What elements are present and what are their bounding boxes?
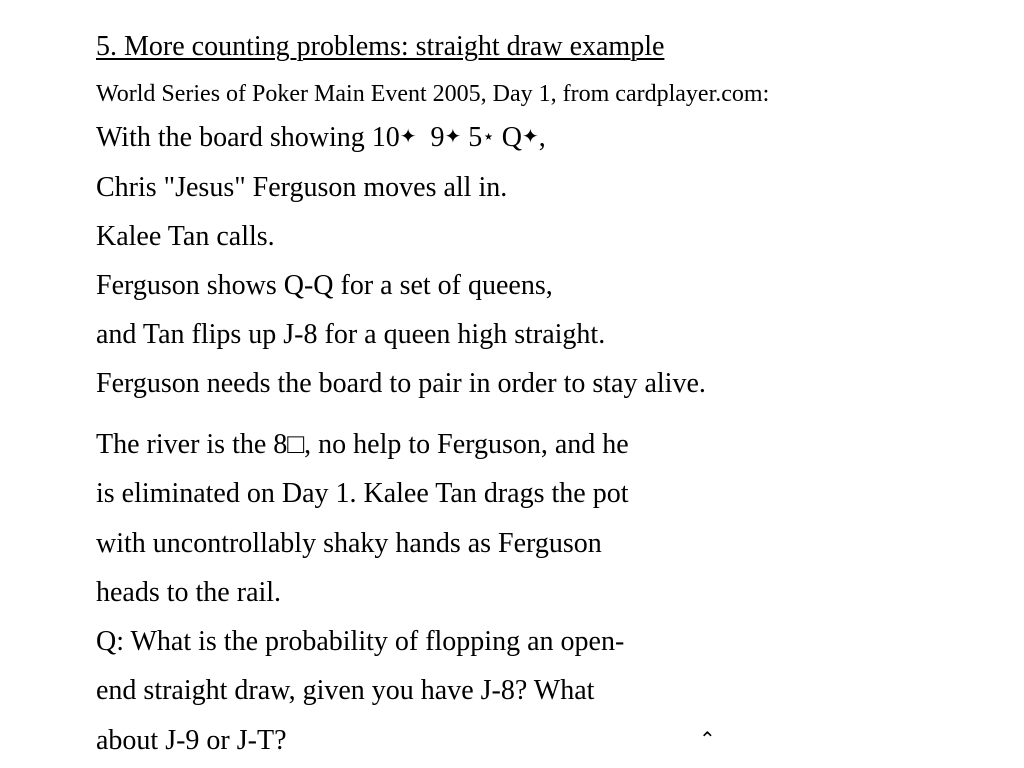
body-line: Chris "Jesus" Ferguson moves all in. [96, 172, 508, 203]
caret-up-icon[interactable]: ⌃ [699, 729, 716, 751]
body-line: with uncontrollably shaky hands as Ferguson [96, 528, 602, 559]
diamond-suit-icon: ✦ [399, 126, 417, 148]
star-suit-icon: ⋆ [482, 126, 495, 148]
board-card-2: 9 [430, 122, 445, 153]
body-line: Kalee Tan calls. [96, 221, 275, 252]
slide-subtitle: World Series of Poker Main Event 2005, Day 1, from cardplayer.com: [96, 81, 770, 107]
body-line: and Tan flips up J-8 for a queen high straight. [96, 319, 606, 350]
board-line-suffix: , [538, 122, 546, 153]
question-line: about J-9 or J-T? [96, 725, 287, 756]
body-line: Ferguson needs the board to pair in order to stay alive. [96, 368, 706, 399]
body-line: is eliminated on Day 1. Kalee Tan drags the pot [96, 478, 629, 509]
board-card-3: 5 [468, 122, 483, 153]
body-line: The river is the 8□, no help to Ferguson, and he [96, 429, 629, 460]
question-line: Q: What is the probability of flopping an open- [96, 626, 625, 657]
board-line [96, 124, 546, 152]
body-line: Ferguson shows Q-Q for a set of queens, [96, 270, 553, 301]
question-line: end straight draw, given you have J-8? What [96, 675, 595, 706]
board-line-prefix: With the board showing 10 [96, 122, 400, 153]
diamond-suit-icon: ✦ [522, 126, 539, 148]
diamond-suit-icon: ✦ [444, 126, 462, 148]
board-card-4: Q [501, 122, 523, 153]
slide-title: 5. More counting problems: straight draw example [96, 31, 665, 62]
body-line: heads to the rail. [96, 577, 282, 608]
